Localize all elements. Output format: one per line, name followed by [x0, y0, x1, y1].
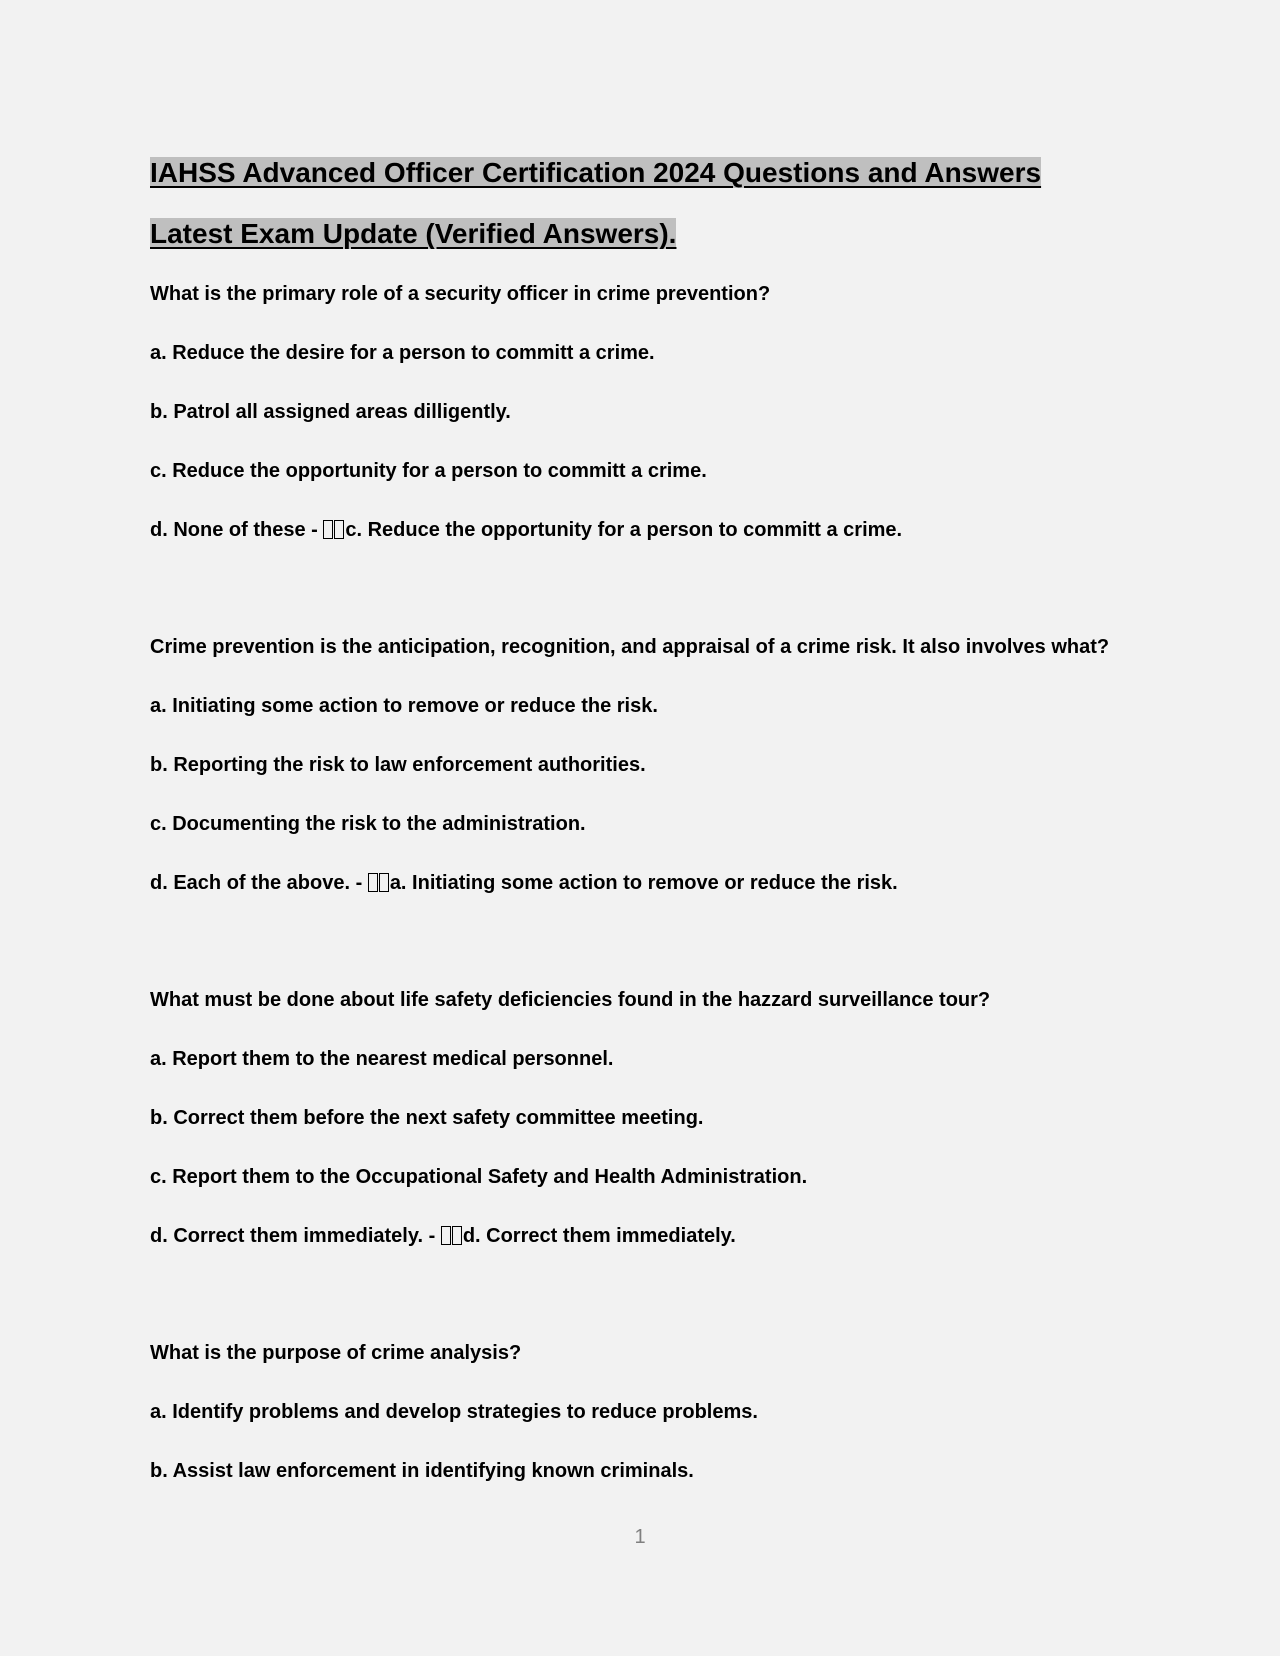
question-block-2 — [150, 635, 1150, 930]
option-c: c. Documenting the risk to the administration. — [150, 813, 586, 835]
missing-glyph-icon — [441, 1226, 451, 1245]
missing-glyph-icon — [368, 873, 378, 892]
question-block-3 — [150, 988, 1150, 1283]
question-text: Crime prevention is the anticipation, recognition, and appraisal of a crime risk. It also involves what? — [150, 636, 1110, 658]
option-a: a. Report them to the nearest medical personnel. — [150, 1048, 614, 1070]
title-line-2: Latest Exam Update (Verified Answers). — [150, 218, 677, 249]
option-d-with-answer — [150, 871, 1150, 930]
document-title — [150, 142, 1150, 264]
option-d-with-answer — [150, 1224, 1150, 1283]
question-block-1 — [150, 282, 1150, 577]
answer-text: c. Reduce the opportunity for a person to committ a crime. — [345, 519, 903, 541]
option-d: d. Correct them immediately. - — [150, 1225, 441, 1247]
missing-glyph-icon — [452, 1226, 462, 1245]
spacer — [150, 577, 1150, 635]
missing-glyph-icon — [323, 520, 333, 539]
missing-glyph-icon — [379, 873, 389, 892]
answer-text: d. Correct them immediately. — [462, 1225, 736, 1247]
option-b: b. Reporting the risk to law enforcement authorities. — [150, 754, 646, 776]
answer-text: a. Initiating some action to remove or reduce the risk. — [389, 872, 898, 894]
document-page — [150, 142, 1150, 1518]
title-line-1: IAHSS Advanced Officer Certification 2024 Questions and Answers — [150, 157, 1042, 188]
option-d: d. None of these - — [150, 519, 324, 541]
option-a: a. Reduce the desire for a person to committ a crime. — [150, 342, 655, 364]
question-text: What must be done about life safety deficiencies found in the hazzard surveillance tour? — [150, 989, 991, 1011]
page-number: 1 — [634, 1526, 646, 1548]
option-c: c. Report them to the Occupational Safety and Health Administration. — [150, 1166, 808, 1188]
question-text: What is the primary role of a security officer in crime prevention? — [150, 283, 771, 305]
spacer — [150, 1283, 1150, 1341]
spacer — [150, 930, 1150, 988]
option-b: b. Patrol all assigned areas dilligently. — [150, 401, 511, 423]
option-c: c. Reduce the opportunity for a person to committ a crime. — [150, 460, 707, 482]
option-b: b. Assist law enforcement in identifying known criminals. — [150, 1460, 694, 1482]
option-d: d. Each of the above. - — [150, 872, 368, 894]
question-text: What is the purpose of crime analysis? — [150, 1342, 522, 1364]
option-b: b. Correct them before the next safety committee meeting. — [150, 1107, 704, 1129]
option-a: a. Identify problems and develop strategies to reduce problems. — [150, 1401, 758, 1423]
question-block-4 — [150, 1341, 1150, 1518]
option-d-with-answer — [150, 518, 1150, 577]
missing-glyph-icon — [334, 520, 344, 539]
option-a: a. Initiating some action to remove or reduce the risk. — [150, 695, 658, 717]
